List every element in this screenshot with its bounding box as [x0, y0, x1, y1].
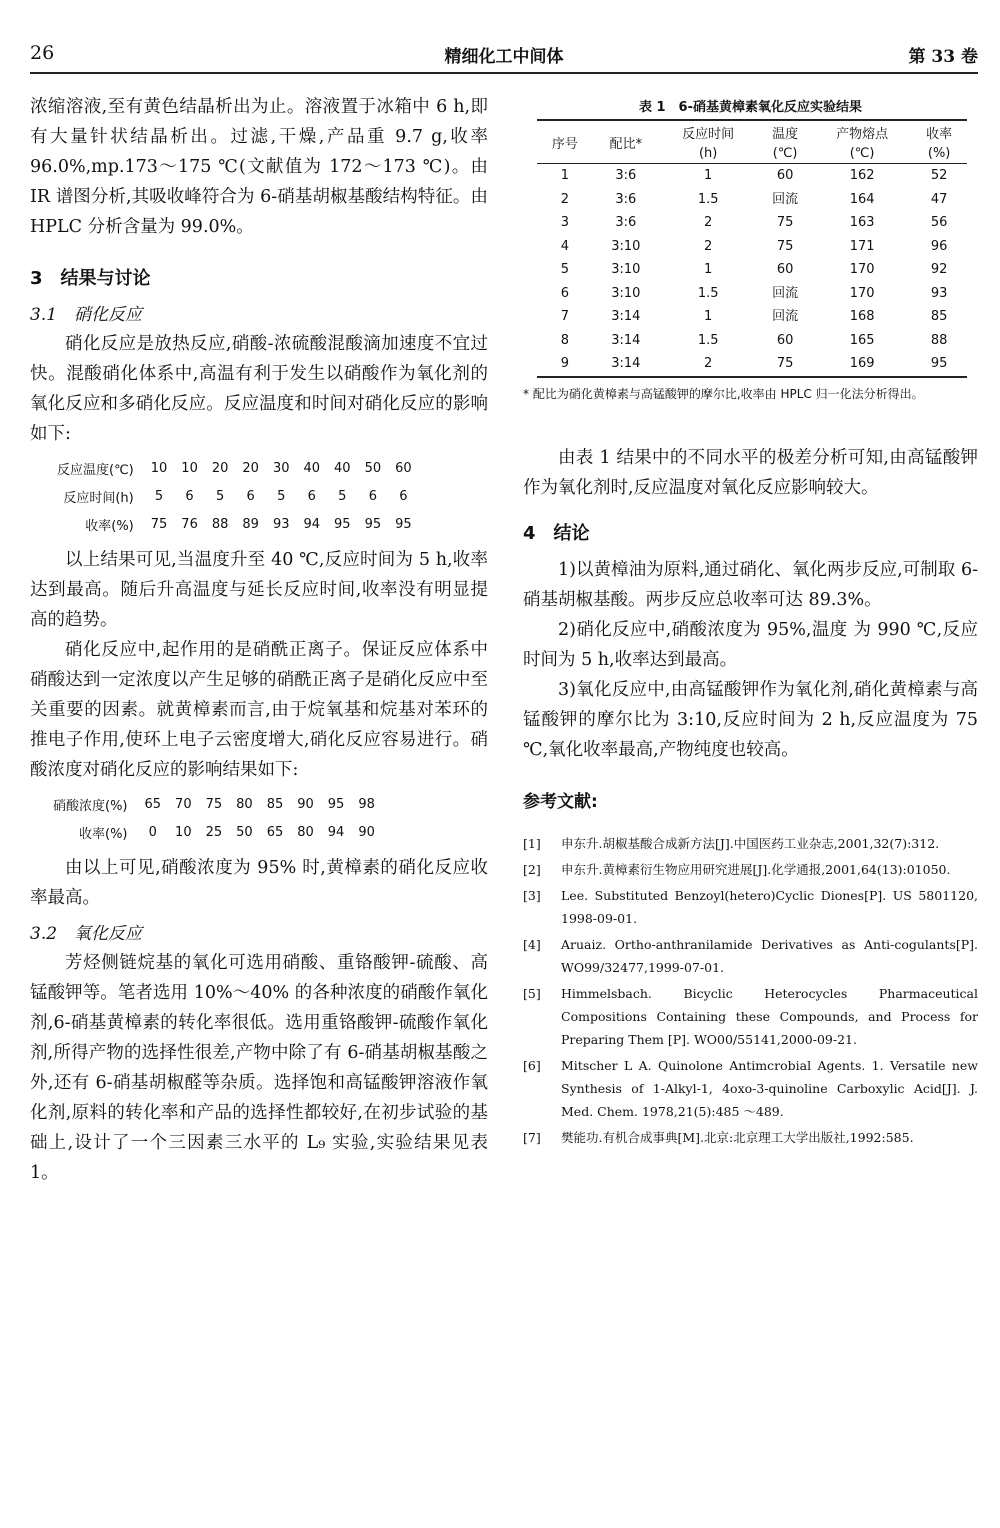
volume-label: 第 33 卷	[908, 47, 978, 67]
table-1-cell: 回流	[772, 191, 799, 207]
temp-table-cell: 60	[395, 461, 412, 476]
temp-table-cell: 5	[154, 489, 164, 504]
conc-table-cell: 10	[175, 825, 192, 840]
table-1	[537, 119, 967, 378]
conclusion-2: 2)硝化反应中,硝酸浓度为 95%,温度 为 990 ℃,反应时间为 5 h,收率达到最高。	[523, 619, 978, 670]
conc-table-cell: 85	[266, 797, 284, 812]
temp-table-cell: 20	[242, 461, 259, 476]
conc-table-cell: 94	[327, 825, 345, 840]
table-1-cell: 163	[849, 215, 875, 230]
table-1-row	[537, 329, 967, 353]
table-1-caption: 表 1 6-硝基黄樟素氧化反应实验结果	[638, 100, 862, 115]
reference-text: Aruaiz. Ortho-anthranilamide Derivatives as Anti-cogulants[P]. WO99/32477,1999-07-01.	[561, 936, 978, 975]
temp-table-cell: 40	[303, 461, 321, 476]
th-mp: 产物熔点	[813, 120, 911, 144]
table-1-cell: 5	[560, 262, 569, 277]
table-1-cell: 96	[930, 238, 948, 254]
table-1-cell: 60	[776, 332, 794, 348]
subsection-3-2-title: 3.2 氧化反应	[30, 924, 143, 944]
conc-table-cell: 50	[236, 825, 253, 840]
temp-table-cell: 6	[185, 489, 194, 504]
temp-table-cell: 5	[215, 489, 225, 504]
temp-table-cell: 75	[150, 517, 168, 532]
table-1-cell: 3:14	[611, 309, 641, 324]
table-1-cell: 3:10	[611, 285, 641, 301]
table-1-cell: 75	[776, 238, 794, 254]
table-1-cell: 7	[560, 309, 569, 324]
th-time-unit: (h)	[659, 144, 757, 164]
table-1-cell: 3:6	[615, 215, 637, 230]
temp-table-cell: 95	[334, 517, 351, 532]
table-1-cell: 75	[757, 352, 813, 377]
temp-table-cell: 40	[334, 461, 351, 476]
table-1-cell: 3:6	[615, 168, 637, 183]
conc-table-cell: 90	[358, 825, 375, 840]
subsection-3-1-title: 3.1 硝化反应	[30, 305, 143, 325]
table-1-cell: 169	[813, 352, 911, 377]
temp-table-cell: 20	[211, 461, 229, 476]
table-1-cell: 171	[849, 238, 875, 254]
table-1-row	[537, 188, 967, 212]
table-1-cell: 3:6	[615, 191, 637, 207]
th-temp-unit: (℃)	[757, 144, 813, 164]
table-1-row	[537, 164, 967, 188]
conc-table-row-label: 硝酸浓度(%)	[53, 799, 128, 814]
nitration-paragraph-3: 硝化反应中,起作用的是硝酰正离子。保证反应体系中硝酸达到一定浓度以产生足够的硝酰正离子是硝化反应中至关重要的因素。就黄樟素而言,由于烷氧基和烷基对苯环的推电子作用,使环上电子云密度增大,硝化反应容易进行。硝酸浓度对硝化反应的影响结果如下:	[30, 640, 488, 780]
table-1-cell: 回流	[772, 309, 799, 324]
temp-table-cell: 30	[272, 461, 290, 476]
table-1-cell: 168	[849, 309, 875, 324]
table-1-cell: 164	[849, 191, 875, 207]
table-1-cell: 1	[704, 168, 713, 183]
table-1-cell: 3	[560, 215, 569, 230]
table-1-cell: 8	[560, 332, 569, 348]
temp-table-cell: 94	[303, 517, 321, 532]
left-column	[30, 92, 488, 1188]
conc-table-row	[46, 791, 382, 819]
table-1-row	[537, 352, 967, 377]
references-list	[523, 832, 978, 1149]
reference-item	[523, 858, 978, 881]
conclusion-3: 3)氧化反应中,由高锰酸钾作为氧化剂,硝化黄樟素与高锰酸钾的摩尔比为 3:10,反应时间为 2 h,反应温度为 75 ℃,氧化收率最高,产物纯度也较高。	[523, 679, 978, 760]
table-1-cell: 2	[704, 215, 713, 230]
temp-table-cell: 88	[211, 517, 229, 532]
table-1-cell: 3:14	[611, 332, 641, 348]
reference-number: [7]	[523, 1129, 541, 1145]
intro-paragraph: 浓缩溶液,至有黄色结晶析出为止。溶液置于冰箱中 6 h,即有大量针状结晶析出。过滤,干燥,产品重 9.7 g,收率 96.0%,mp.173～175 ℃(文献值为 172～173 ℃)。由 IR 谱图分析,其吸收峰符合为 6-硝基胡椒基酸结构特征。由 HPLC 分析含量为 99.0%。	[30, 97, 488, 237]
reference-item	[523, 982, 978, 1051]
table-1-cell: 75	[776, 215, 794, 230]
table-1-cell: 52	[930, 168, 948, 183]
table-1-cell: 165	[849, 332, 875, 348]
conc-table-cell: 95	[327, 797, 345, 812]
page-number: 26	[30, 42, 55, 64]
analysis-paragraph: 由表 1 结果中的不同水平的极差分析可知,由高锰酸钾作为氧化剂时,反应温度对氧化反应影响较大。	[523, 447, 978, 498]
table-1-cell: 93	[930, 285, 948, 301]
conc-table-cell: 65	[144, 797, 162, 812]
table-1-cell: 95	[911, 352, 967, 377]
table-1-cell: 1	[560, 168, 569, 183]
table-1-cell: 56	[930, 215, 948, 230]
page-header	[30, 38, 978, 74]
table-1-cell: 1	[704, 309, 713, 324]
table-1-cell: 9	[537, 352, 593, 377]
table-1-cell: 60	[776, 262, 794, 277]
table-1-cell: 1.5	[697, 285, 719, 301]
reference-text: Himmelsbach. Bicyclic Heterocycles Pharmaceutical Compositions Containing these Compounds, and Process for Preparing Them [P]. WO00/55141,2000-09-21.	[561, 985, 978, 1047]
temp-table-cell: 6	[307, 489, 316, 504]
nitration-paragraph-4: 由以上可见,硝酸浓度为 95% 时,黄樟素的硝化反应收率最高。	[30, 858, 488, 908]
table-1-cell: 6	[560, 285, 569, 301]
temp-table-cell: 10	[150, 461, 168, 476]
temp-table-row	[50, 483, 419, 511]
table-1-cell: 170	[849, 285, 875, 301]
nitration-paragraph-2: 以上结果可见,当温度升至 40 ℃,反应时间为 5 h,收率达到最高。随后升高温度与延长反应时间,收率没有明显提高的趋势。	[30, 550, 488, 630]
table-1-cell: 3:14	[593, 352, 659, 377]
temp-table-cell: 89	[242, 517, 259, 532]
th-yield-unit: (%)	[911, 144, 967, 164]
reference-number: [2]	[523, 861, 541, 877]
conc-table-cell: 98	[358, 797, 375, 812]
temp-table-row-label: 收率(%)	[85, 519, 134, 534]
reference-number: [5]	[523, 985, 541, 1001]
table-1-cell: 1	[704, 262, 713, 277]
th-mp-unit: (℃)	[813, 144, 911, 164]
table-1-cell: 2	[704, 238, 713, 254]
reference-item	[523, 832, 978, 855]
table-1-cell: 92	[930, 262, 948, 277]
conc-table-cell: 25	[205, 825, 223, 840]
conc-table-row-label: 收率(%)	[79, 827, 128, 842]
reference-text: 申东升.胡椒基酸合成新方法[J].中国医药工业杂志,2001,32(7):312.	[561, 835, 940, 851]
conc-table-cell: 70	[175, 797, 192, 812]
reference-text: 樊能功.有机合成事典[M].北京:北京理工大学出版社,1992:585.	[561, 1129, 914, 1145]
right-column	[523, 96, 978, 1152]
table-1-cell: 88	[930, 332, 948, 348]
reference-item	[523, 884, 978, 930]
temp-table-cell: 93	[272, 517, 290, 532]
th-seq: 序号	[537, 120, 593, 164]
temp-table-row-label: 反应温度(℃)	[57, 463, 134, 478]
reference-item	[523, 1054, 978, 1123]
table-1-row	[537, 282, 967, 306]
temp-table-cell: 6	[246, 489, 255, 504]
temp-table-cell: 76	[181, 517, 198, 532]
reference-text: Lee. Substituted Benzoyl(hetero)Cyclic Diones[P]. US 5801120, 1998-09-01.	[561, 887, 978, 926]
reference-number: [4]	[523, 936, 541, 952]
temp-table-cell: 5	[338, 489, 347, 504]
reference-number: [6]	[523, 1057, 541, 1073]
reference-item	[523, 1126, 978, 1149]
nitration-paragraph-1: 硝化反应是放热反应,硝酸-浓硫酸混酸滴加速度不宜过快。混酸硝化体系中,高温有利于发生以硝酸作为氧化剂的氧化反应和多硝化反应。反应温度和时间对硝化反应的影响如下:	[30, 334, 488, 444]
table-1-row	[537, 235, 967, 259]
table-1-cell: 3:10	[611, 238, 641, 254]
temp-table-cell: 5	[277, 489, 286, 504]
table-1-cell: 1.5	[697, 332, 719, 348]
conc-table-cell: 75	[205, 797, 223, 812]
table-1-cell: 3:10	[611, 262, 641, 277]
references-title: 参考文献:	[523, 791, 598, 812]
reference-number: [3]	[523, 887, 541, 903]
table-1-row	[537, 258, 967, 282]
th-ratio: 配比*	[593, 120, 659, 164]
table-1-cell: 回流	[772, 285, 799, 301]
table-1-row	[537, 305, 967, 329]
temp-table-cell: 95	[395, 517, 412, 532]
table-1-row	[537, 211, 967, 235]
reference-number: [1]	[523, 835, 541, 851]
reference-item	[523, 933, 978, 979]
journal-title: 精细化工中间体	[444, 47, 564, 67]
conclusion-1: 1)以黄樟油为原料,通过硝化、氧化两步反应,可制取 6-硝基胡椒基酸。两步反应总收率可达 89.3%。	[523, 559, 978, 610]
table-1-cell: 2	[560, 191, 569, 207]
temp-table-cell: 10	[181, 461, 198, 476]
table-1-cell: 47	[930, 191, 948, 207]
table-1-cell: 4	[560, 238, 569, 254]
oxidation-paragraph: 芳烃侧链烷基的氧化可选用硝酸、重铬酸钾-硫酸、高锰酸钾等。笔者选用 10%～40% 的各种浓度的硝酸作氧化剂,6-硝基黄樟素的转化率很低。选用重铬酸钾-硫酸作氧化剂,所得产物的选择性很差,产物中除了有 6-硝基胡椒基酸之外,还有 6-硝基胡椒醛等杂质。选择饱和高锰酸钾溶液作氧化剂,原料的转化率和产品的选择性都较好,在初步试验的基础上,设计了一个三因素三水平的 L₉ 实验,实验结果见表 1。	[30, 953, 488, 1183]
table-1-cell: 85	[930, 309, 948, 324]
table-1-cell: 2	[659, 352, 757, 377]
table-1-cell: 170	[849, 262, 875, 277]
temp-table-cell: 6	[368, 489, 377, 504]
th-yield: 收率	[911, 120, 967, 144]
temperature-time-table	[50, 455, 419, 539]
temp-table-cell: 50	[364, 461, 382, 476]
table-1-cell: 60	[776, 168, 794, 183]
temp-table-row-label: 反应时间(h)	[63, 491, 134, 506]
section-4-title: 4 结论	[523, 522, 590, 544]
temp-table-cell: 6	[399, 489, 408, 504]
table-1-cell: 162	[849, 168, 875, 183]
conc-table-cell: 90	[297, 797, 314, 812]
th-time: 反应时间	[659, 120, 757, 144]
th-temp: 温度	[757, 120, 813, 144]
temp-table-cell: 95	[364, 517, 382, 532]
conc-table-cell: 65	[266, 825, 284, 840]
reference-text: 申东升.黄樟素衍生物应用研究进展[J].化学通报,2001,64(13):01050.	[561, 861, 951, 877]
acid-concentration-table	[46, 791, 382, 847]
conc-table-row	[46, 819, 382, 847]
conc-table-cell: 0	[148, 825, 157, 840]
section-3-title: 3 结果与讨论	[30, 268, 151, 289]
conc-table-cell: 80	[297, 825, 314, 840]
conc-table-cell: 80	[236, 797, 253, 812]
reference-text: Mitscher L A. Quinolone Antimcrobial Agents. 1. Versatile new Synthesis of 1-Alkyl-1, 4oxo-3-quinoline Carboxylic Acid[J]. J. Med. Chem. 1978,21(5):485 ～489.	[561, 1057, 978, 1119]
table-1-note: * 配比为硝化黄樟素与高锰酸钾的摩尔比,收率由 HPLC 归一化法分析得出。	[523, 386, 924, 401]
table-1-cell: 1.5	[697, 191, 719, 207]
temp-table-row	[50, 511, 419, 539]
temp-table-row	[50, 455, 419, 483]
